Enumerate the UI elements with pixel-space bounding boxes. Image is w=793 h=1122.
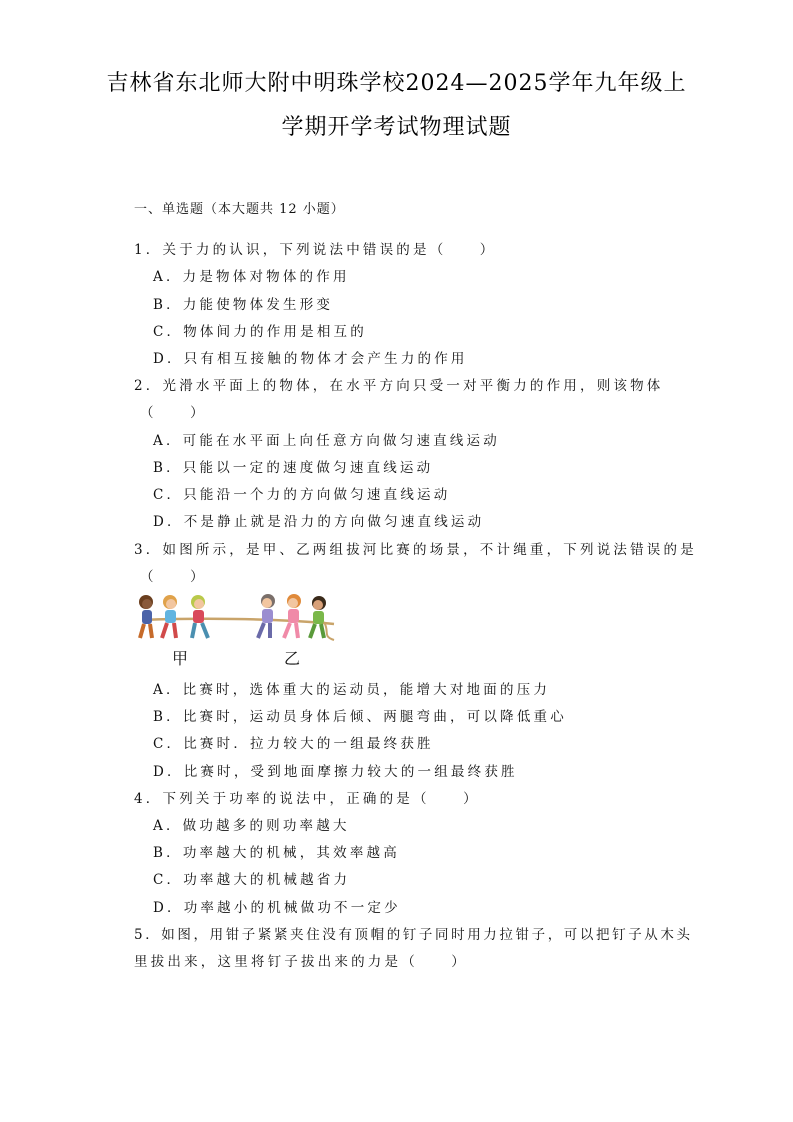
tug-of-war-illustration	[134, 592, 339, 644]
question-3-answer-blank: （ ）	[140, 569, 207, 585]
question-1-option-c: C．物体间力的作用是相互的	[153, 324, 367, 340]
question-2-option-b: B．只能以一定的速度做匀速直线运动	[153, 460, 434, 476]
question-3-option-d: D．比赛时，受到地面摩擦力较大的一组最终获胜	[153, 764, 518, 780]
question-3-option-b: B．比赛时，运动员身体后倾、两腿弯曲，可以降低重心	[153, 709, 567, 725]
question-1-option-a: A．力是物体对物体的作用	[153, 269, 350, 285]
section-heading: 一、单选题（本大题共 12 小题）	[134, 202, 345, 217]
question-3-stem: 3．如图所示，是甲、乙两组拔河比赛的场景，不计绳重，下列说法错误的是	[134, 542, 697, 558]
question-5-stem: 5．如图，用钳子紧紧夹住没有顶帽的钉子同时用力拉钳子，可以把钉子从木头	[134, 927, 693, 943]
question-4-option-c: C．功率越大的机械越省力	[153, 872, 351, 888]
question-3-option-a: A．比赛时，选体重大的运动员，能增大对地面的压力	[153, 682, 551, 698]
question-2-option-d: D．不是静止就是沿力的方向做匀速直线运动	[153, 514, 485, 530]
question-5-stem-line-2: 里拔出来，这里将钉子拔出来的力是（ ）	[134, 954, 468, 970]
question-4-option-b: B．功率越大的机械，其效率越高	[153, 845, 400, 861]
question-2-answer-blank: （ ）	[140, 405, 207, 421]
question-3-option-c: C．比赛时．拉力较大的一组最终获胜	[153, 736, 434, 752]
question-1-option-d: D．只有相互接触的物体才会产生力的作用	[153, 351, 468, 367]
exam-title-line-1: 吉林省东北师大附中明珠学校2024—2025学年九年级上	[106, 71, 687, 96]
question-2-stem: 2．光滑水平面上的物体，在水平方向只受一对平衡力的作用，则该物体	[134, 378, 664, 394]
exam-title-line-2: 学期开学考试物理试题	[281, 115, 512, 140]
question-2-option-a: A．可能在水平面上向任意方向做匀速直线运动	[153, 433, 500, 449]
question-4-option-a: A．做功越多的则功率越大	[153, 818, 350, 834]
question-4-stem: 4．下列关于功率的说法中，正确的是（ ）	[134, 791, 480, 807]
team-yi-label: 乙	[284, 649, 301, 668]
question-1-option-b: B．力能使物体发生形变	[153, 297, 334, 313]
question-1-stem: 1．关于力的认识，下列说法中错误的是（ ）	[134, 242, 497, 258]
team-jia-label: 甲	[172, 649, 189, 668]
tug-of-war-figure	[134, 592, 339, 668]
question-2-option-c: C．只能沿一个力的方向做匀速直线运动	[153, 487, 451, 503]
question-4-option-d: D．功率越小的机械做功不一定少	[153, 900, 401, 916]
